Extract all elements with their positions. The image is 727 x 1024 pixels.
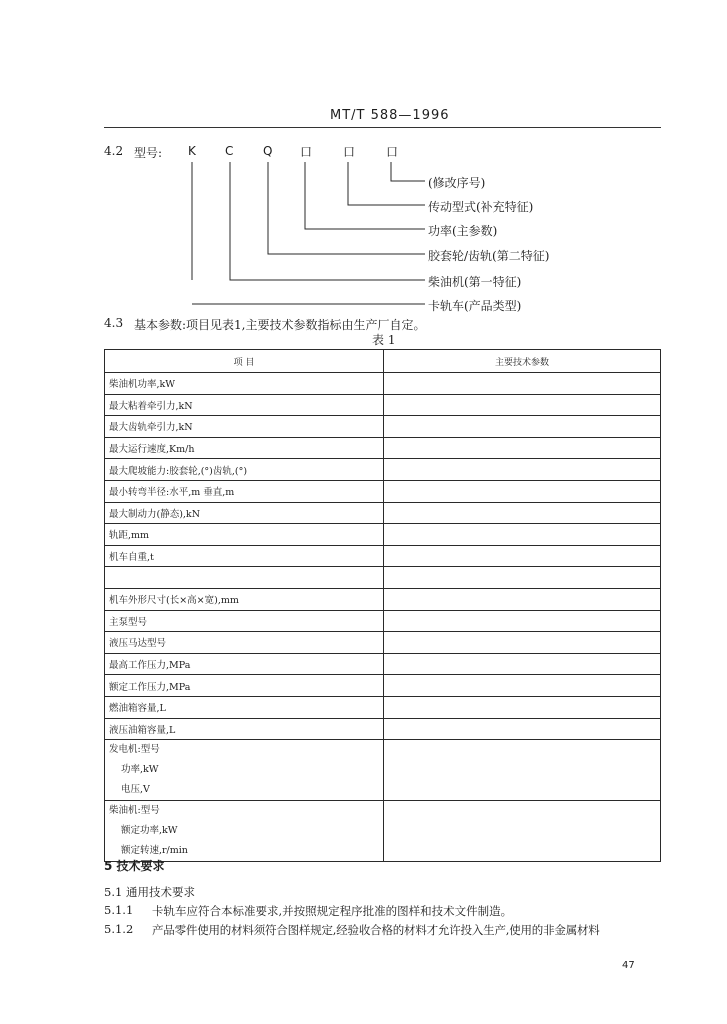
table-cell-value [384, 394, 661, 416]
diesel-model-label: 柴油机:型号 [109, 805, 160, 817]
table-row [105, 502, 661, 524]
table-row [105, 524, 661, 546]
legend-item-modification: (修改序号) [428, 176, 486, 190]
placeholder-box-1: 口 [300, 145, 313, 159]
generator-power-label: 功率,kW [121, 764, 159, 776]
generator-voltage-label: 电压,V [121, 784, 150, 796]
table-row [105, 801, 661, 862]
table-row [105, 567, 661, 589]
table-cell-item: 轨距,mm [105, 524, 384, 546]
diesel-rated-speed-label: 额定转速,r/min [121, 845, 188, 857]
table-cell-value [384, 416, 661, 438]
table-row [105, 394, 661, 416]
table-row [105, 545, 661, 567]
table-row [105, 675, 661, 697]
standard-number: MT/T 588—1996 [330, 108, 450, 123]
table-cell-value [384, 480, 661, 502]
placeholder-box-2: 口 [343, 145, 356, 159]
table-cell-item: 机车自重,t [105, 545, 384, 567]
legend-item-second-feature: 胶套轮/齿轨(第二特征) [428, 249, 550, 263]
parameters-table [104, 349, 661, 862]
table-cell-item: 额定工作压力,MPa [105, 675, 384, 697]
paragraph-5-1-2-number: 5.1.2 [104, 922, 134, 936]
table-cell-item: 最大粘着牵引力,kN [105, 394, 384, 416]
table-cell-value [384, 502, 661, 524]
table-cell-value [384, 373, 661, 395]
table-cell-value [384, 588, 661, 610]
table-cell-item: 柴油机功率,kW [105, 373, 384, 395]
table-row [105, 416, 661, 438]
legend-item-product-type: 卡轨车(产品类型) [428, 299, 522, 313]
table-cell-item [105, 801, 384, 862]
legend-item-transmission: 传动型式(补充特征) [428, 200, 534, 214]
section-4-2-label: 型号: [134, 146, 163, 160]
paragraph-5-1-1: 卡轨车应符合本标准要求,并按照规定程序批准的图样和技术文件制造。 [152, 904, 513, 918]
table-cell-value [384, 459, 661, 481]
table-row [105, 696, 661, 718]
table-row [105, 588, 661, 610]
paragraph-5-1-2: 产品零件使用的材料须符合图样规定,经验收合格的材料才允许投入生产,使用的非金属材料 [152, 923, 600, 937]
table-cell-item: 主泵型号 [105, 610, 384, 632]
page-number: 47 [622, 960, 635, 971]
table-row [105, 632, 661, 654]
table-row [105, 459, 661, 481]
table-cell-value [384, 632, 661, 654]
table-cell-item: 机车外形尺寸(长×高×宽),mm [105, 588, 384, 610]
table-cell-item: 最大齿轨牵引力,kN [105, 416, 384, 438]
table-row [105, 437, 661, 459]
generator-model-label: 发电机:型号 [109, 744, 160, 756]
table-cell-item [105, 740, 384, 801]
section-5-1-heading: 5.1 通用技术要求 [104, 885, 195, 899]
placeholder-box-3: 口 [386, 145, 399, 159]
table-row [105, 610, 661, 632]
section-4-3-number: 4.3 [104, 316, 124, 330]
table-cell-value [384, 696, 661, 718]
section-5-heading: 5 技术要求 [104, 859, 165, 873]
table-cell-value [384, 610, 661, 632]
table-cell-value [384, 524, 661, 546]
table-cell-value [384, 653, 661, 675]
table-cell-item: 最大运行速度,Km/h [105, 437, 384, 459]
table-cell-value [384, 675, 661, 697]
table-cell-value [384, 740, 661, 801]
table-row [105, 718, 661, 740]
diesel-rated-power-label: 额定功率,kW [121, 825, 178, 837]
code-letter-q: Q [263, 144, 273, 158]
table-cell-value [384, 545, 661, 567]
legend-item-power: 功率(主参数) [428, 224, 498, 238]
table-cell-item: 液压油箱容量,L [105, 718, 384, 740]
table-cell-item: 最小转弯半径:水平,m 垂直,m [105, 480, 384, 502]
section-4-2-number: 4.2 [104, 144, 124, 158]
table-row [105, 740, 661, 801]
table-header-params: 主要技术参数 [384, 350, 661, 373]
table-cell-item: 液压马达型号 [105, 632, 384, 654]
legend-item-first-feature: 柴油机(第一特征) [428, 275, 522, 289]
model-code-diagram [0, 0, 727, 330]
table-cell-item: 燃油箱容量,L [105, 696, 384, 718]
paragraph-5-1-1-number: 5.1.1 [104, 903, 134, 917]
table-row [105, 480, 661, 502]
table-cell-item: 最大爬坡能力:胶套轮,(°)齿轨,(°) [105, 459, 384, 481]
table-cell-item: 最大制动力(静态),kN [105, 502, 384, 524]
section-4-3-text: 基本参数:项目见表1,主要技术参数指标由生产厂自定。 [134, 318, 426, 332]
code-letter-c: C [225, 144, 234, 158]
table-cell-value [384, 718, 661, 740]
code-letter-k: K [188, 144, 196, 158]
table-cell-item [105, 567, 384, 589]
table-header-item: 项 目 [105, 350, 384, 373]
table-cell-item: 最高工作压力,MPa [105, 653, 384, 675]
table-row [105, 653, 661, 675]
table-row [105, 373, 661, 395]
table-caption: 表 1 [372, 333, 396, 347]
table-cell-value [384, 567, 661, 589]
table-cell-value [384, 437, 661, 459]
table-cell-value [384, 801, 661, 862]
